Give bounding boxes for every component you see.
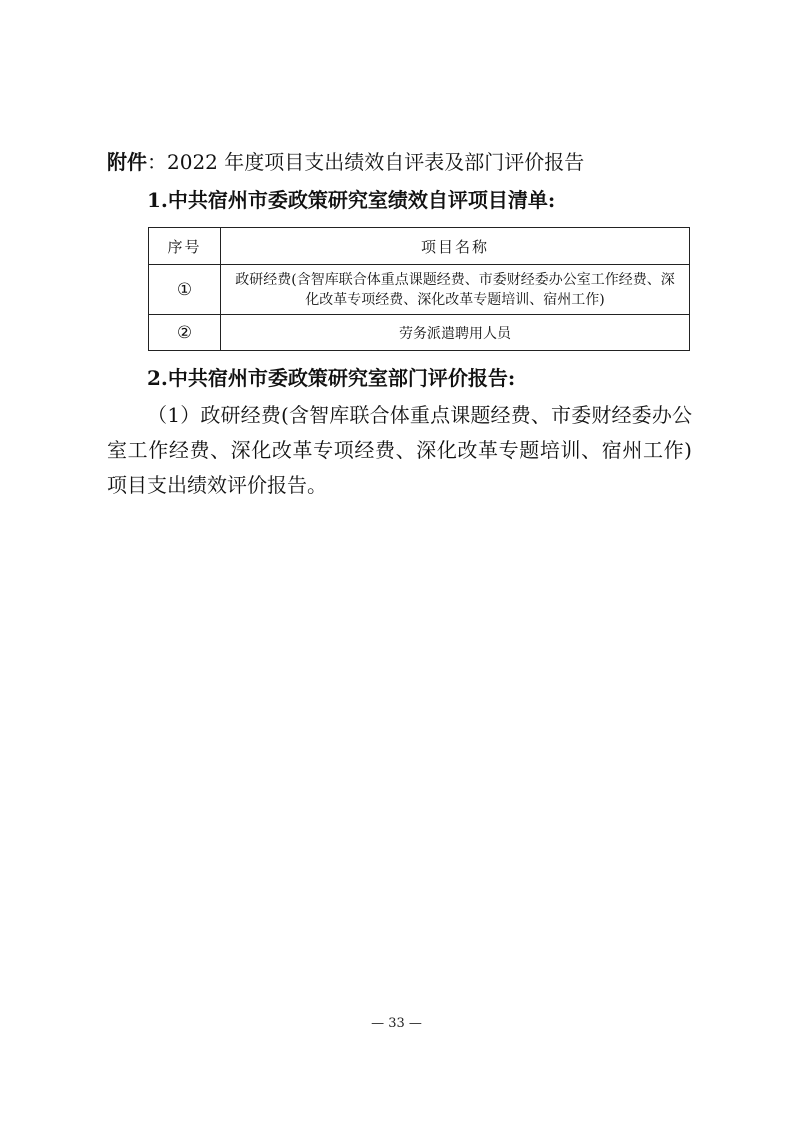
table-cell-index: ① bbox=[149, 265, 221, 315]
table-cell-name: 劳务派遣聘用人员 bbox=[221, 315, 690, 351]
page-number: — 33 — bbox=[371, 1016, 422, 1031]
table-row bbox=[149, 315, 690, 351]
table-header-name: 项目名称 bbox=[221, 228, 690, 265]
section2-paragraph-text: （1）政研经费(含智库联合体重点课题经费、市委财经委办公室工作经费、深化改革专项经费、深化改革专题培训、宿州工作)项目支出绩效评价报告。 bbox=[107, 403, 692, 497]
table-header-index: 序号 bbox=[149, 228, 221, 265]
attachment-heading bbox=[107, 150, 584, 174]
table-row bbox=[149, 265, 690, 315]
table-cell-index: ② bbox=[149, 315, 221, 351]
project-list-table bbox=[148, 227, 690, 351]
section2-title: 2.中共宿州市委政策研究室部门评价报告: bbox=[147, 366, 516, 390]
section1-title: 1.中共宿州市委政策研究室绩效自评项目清单: bbox=[147, 188, 556, 212]
attachment-title: 2022 年度项目支出绩效自评表及部门评价报告 bbox=[167, 150, 585, 174]
table-header-row bbox=[149, 228, 690, 265]
attachment-colon: ： bbox=[147, 150, 167, 174]
section2-paragraph bbox=[107, 398, 692, 503]
attachment-label: 附件 bbox=[107, 150, 147, 174]
table-cell-name: 政研经费(含智库联合体重点课题经费、市委财经委办公室工作经费、深化改革专项经费、深化改革专题培训、宿州工作) bbox=[221, 265, 690, 315]
